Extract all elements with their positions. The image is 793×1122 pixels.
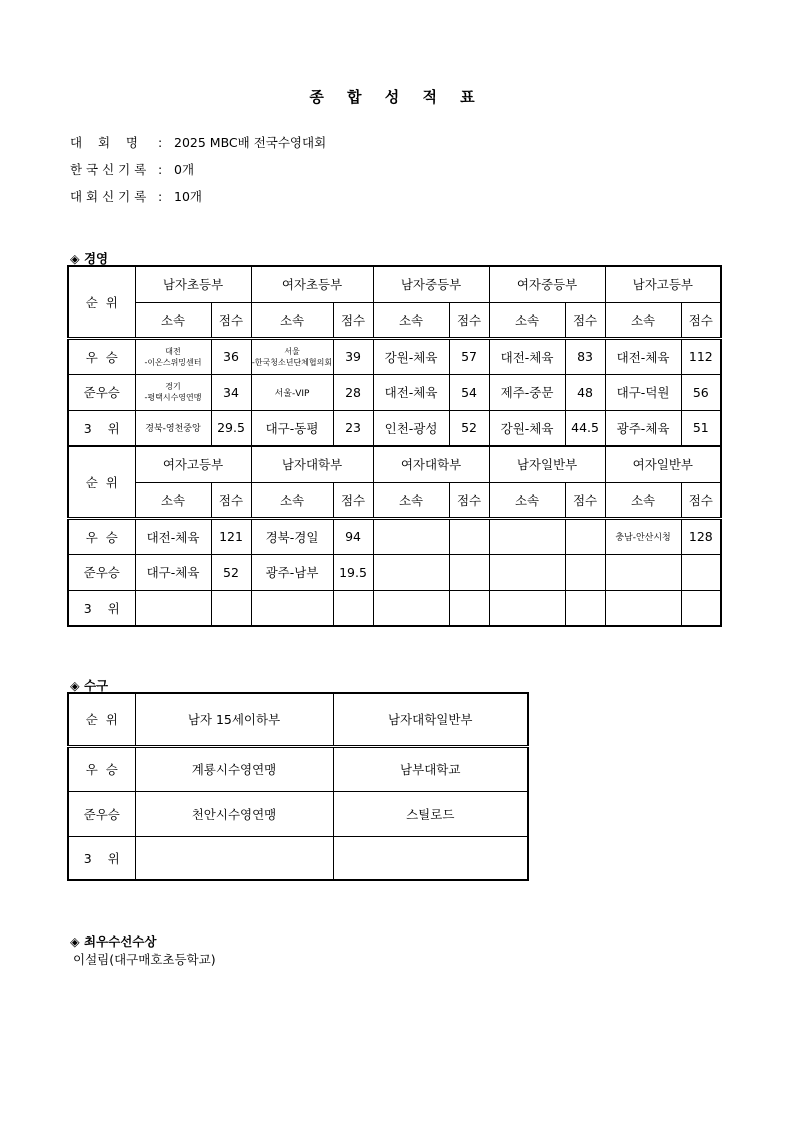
affiliation-cell: 인천-광성: [373, 410, 449, 446]
sub-header-row: [68, 482, 721, 518]
result-row-winner: [68, 518, 721, 554]
affiliation-cell: 충남-안산시청: [605, 518, 681, 554]
affiliation-header: 소속: [373, 302, 449, 338]
score-cell: 52: [449, 410, 489, 446]
affiliation-header: 소속: [489, 482, 565, 518]
info-colon: :: [158, 135, 163, 150]
affiliation-header: 소속: [135, 482, 211, 518]
score-cell: 34: [211, 374, 251, 410]
affiliation-club: -한국청소년단체협의회: [251, 357, 333, 367]
affiliation-cell: [135, 338, 211, 374]
division-header: 남자대학부: [251, 446, 373, 482]
result-row-third: [68, 410, 721, 446]
affiliation-header: 소속: [251, 482, 333, 518]
affiliation-cell: 대전-체육: [135, 518, 211, 554]
score-header: 점수: [449, 482, 489, 518]
division-header: 여자고등부: [135, 446, 251, 482]
affiliation-cell: [251, 590, 333, 626]
score-cell: 56: [681, 374, 721, 410]
waterpolo-heading: ◈ 수구: [70, 678, 109, 693]
division-header: 남자고등부: [605, 266, 721, 302]
score-header: 점수: [449, 302, 489, 338]
division-header: 여자초등부: [251, 266, 373, 302]
score-cell: 19.5: [333, 554, 373, 590]
score-cell: [449, 554, 489, 590]
division-header: 남자초등부: [135, 266, 251, 302]
affiliation-region: 경기: [165, 382, 181, 391]
score-cell: [449, 590, 489, 626]
division-header: 남자대학일반부: [333, 693, 528, 746]
rank-header: 순 위: [68, 693, 135, 746]
score-header: 점수: [681, 482, 721, 518]
swimming-results-table: [67, 265, 722, 627]
affiliation-header: 소속: [605, 302, 681, 338]
affiliation-cell: [135, 374, 211, 410]
rank-label: 우 승: [68, 338, 135, 374]
info-meet-record: [70, 187, 202, 205]
info-label: 대 회 신 기 록: [70, 189, 147, 204]
affiliation-cell: 대구-덕원: [605, 374, 681, 410]
info-value: 2025 MBC배 전국수영대회: [174, 135, 327, 150]
score-cell: [681, 590, 721, 626]
score-cell: 54: [449, 374, 489, 410]
waterpolo-row-third: [68, 836, 528, 880]
score-header: 점수: [681, 302, 721, 338]
score-cell: 23: [333, 410, 373, 446]
score-cell: [565, 590, 605, 626]
affiliation-header: 소속: [605, 482, 681, 518]
affiliation-cell: 대전-체육: [605, 338, 681, 374]
rank-label: 우 승: [68, 518, 135, 554]
info-colon: :: [158, 162, 163, 177]
score-header: 점수: [333, 482, 373, 518]
result-row-runnerup: [68, 554, 721, 590]
score-header: 점수: [211, 482, 251, 518]
score-cell: 39: [333, 338, 373, 374]
info-label: 대 회 명: [70, 135, 139, 150]
score-cell: 29.5: [211, 410, 251, 446]
team-cell: 남부대학교: [333, 746, 528, 791]
division-header: 남자일반부: [489, 446, 605, 482]
affiliation-cell: [605, 554, 681, 590]
affiliation-cell: 광주-체육: [605, 410, 681, 446]
score-cell: [565, 518, 605, 554]
affiliation-cell: 서울-VIP: [251, 374, 333, 410]
affiliation-cell: [373, 590, 449, 626]
affiliation-header: 소속: [251, 302, 333, 338]
division-header-row: [68, 446, 721, 482]
affiliation-club: -평택시수영연맹: [144, 393, 202, 402]
affiliation-region: 대전: [165, 346, 181, 356]
affiliation-cell: [489, 590, 565, 626]
affiliation-header: 소속: [489, 302, 565, 338]
affiliation-club: -이온스위밍센터: [144, 357, 202, 367]
affiliation-header: 소속: [135, 302, 211, 338]
division-header: 남자중등부: [373, 266, 489, 302]
info-competition: [70, 133, 326, 151]
mvp-heading: ◈ 최우수선수상: [70, 934, 157, 949]
score-cell: 44.5: [565, 410, 605, 446]
affiliation-cell: [489, 518, 565, 554]
affiliation-cell: [373, 554, 449, 590]
affiliation-region: 서울: [284, 346, 300, 356]
division-header-row: [68, 266, 721, 302]
waterpolo-row-runnerup: [68, 791, 528, 836]
affiliation-cell: 강원-체육: [373, 338, 449, 374]
team-cell: 천안시수영연맹: [135, 791, 333, 836]
affiliation-cell: [489, 554, 565, 590]
affiliation-cell: 대전-체육: [489, 338, 565, 374]
score-cell: 94: [333, 518, 373, 554]
rank-label: 준우승: [68, 554, 135, 590]
info-value: 0개: [174, 162, 195, 177]
score-cell: 28: [333, 374, 373, 410]
score-cell: 57: [449, 338, 489, 374]
team-cell: 계룡시수영연맹: [135, 746, 333, 791]
score-cell: [565, 554, 605, 590]
info-korean-record: [70, 160, 194, 178]
score-cell: 48: [565, 374, 605, 410]
page-title: 종 합 성 적 표: [309, 88, 484, 106]
affiliation-cell: 대전-체육: [373, 374, 449, 410]
score-header: 점수: [565, 482, 605, 518]
waterpolo-results-table: [67, 692, 529, 881]
rank-label: 준우승: [68, 791, 135, 836]
affiliation-cell: 대구-동평: [251, 410, 333, 446]
rank-label: 우 승: [68, 746, 135, 791]
score-header: 점수: [211, 302, 251, 338]
swimming-heading: ◈ 경영: [70, 251, 109, 266]
team-cell: [135, 836, 333, 880]
info-value: 10개: [174, 189, 202, 204]
swimming-table-body: [68, 266, 721, 626]
score-cell: 83: [565, 338, 605, 374]
rank-label: 3 위: [68, 590, 135, 626]
result-row-runnerup: [68, 374, 721, 410]
team-cell: 스틸로드: [333, 791, 528, 836]
waterpolo-row-winner: [68, 746, 528, 791]
rank-header: 순 위: [68, 446, 135, 518]
affiliation-cell: 강원-체육: [489, 410, 565, 446]
affiliation-cell: [135, 590, 211, 626]
mvp-value: 이설림(대구매호초등학교): [73, 952, 216, 967]
score-cell: 51: [681, 410, 721, 446]
waterpolo-header-row: [68, 693, 528, 746]
affiliation-cell: 대구-체육: [135, 554, 211, 590]
result-row-winner: [68, 338, 721, 374]
result-row-third: [68, 590, 721, 626]
rank-label: 3 위: [68, 836, 135, 880]
rank-header: 순 위: [68, 266, 135, 338]
division-header: 남자 15세이하부: [135, 693, 333, 746]
score-cell: 52: [211, 554, 251, 590]
score-cell: [211, 590, 251, 626]
affiliation-cell: [251, 338, 333, 374]
team-cell: [333, 836, 528, 880]
info-label: 한 국 신 기 록: [70, 162, 147, 177]
score-cell: [333, 590, 373, 626]
rank-label: 준우승: [68, 374, 135, 410]
affiliation-header: 소속: [373, 482, 449, 518]
score-cell: 121: [211, 518, 251, 554]
division-header: 여자중등부: [489, 266, 605, 302]
score-header: 점수: [565, 302, 605, 338]
score-cell: 128: [681, 518, 721, 554]
affiliation-cell: 경북-경일: [251, 518, 333, 554]
score-cell: 112: [681, 338, 721, 374]
affiliation-cell: 경북-영천중앙: [135, 410, 211, 446]
division-header: 여자일반부: [605, 446, 721, 482]
rank-label: 3 위: [68, 410, 135, 446]
info-colon: :: [158, 189, 163, 204]
score-cell: [681, 554, 721, 590]
affiliation-cell: 제주-중문: [489, 374, 565, 410]
score-header: 점수: [333, 302, 373, 338]
division-header: 여자대학부: [373, 446, 489, 482]
affiliation-cell: [605, 590, 681, 626]
score-cell: 36: [211, 338, 251, 374]
affiliation-cell: 광주-남부: [251, 554, 333, 590]
score-cell: [449, 518, 489, 554]
affiliation-cell: [373, 518, 449, 554]
sub-header-row: [68, 302, 721, 338]
